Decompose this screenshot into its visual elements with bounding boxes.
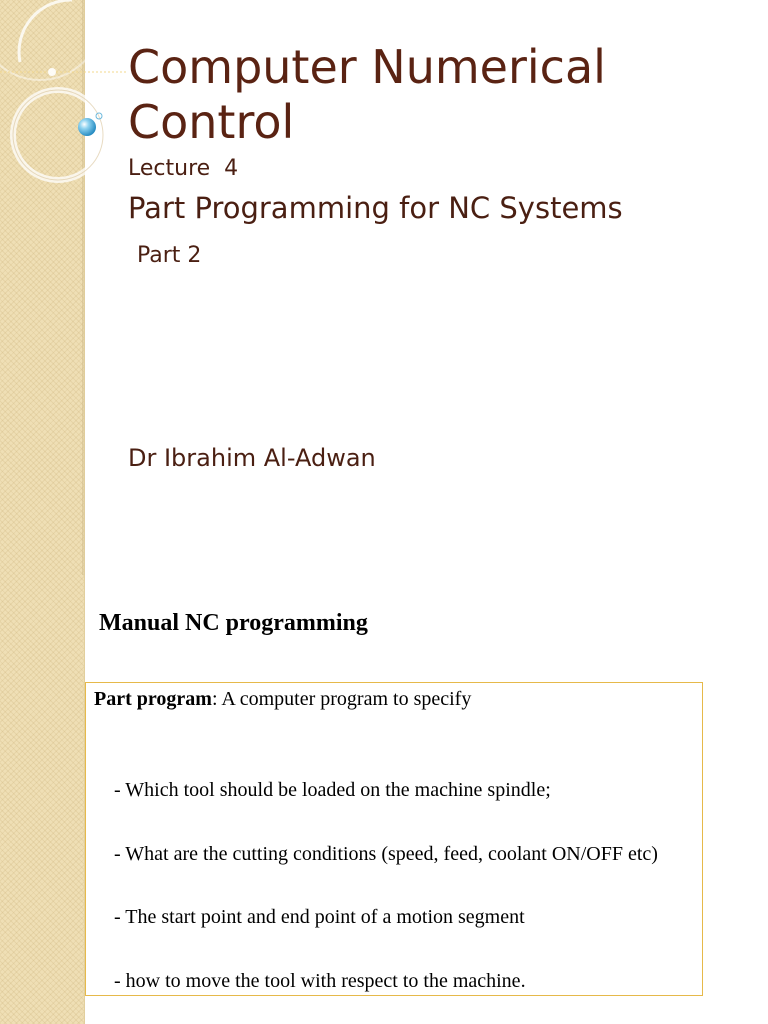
small-dot [48,68,56,76]
lecture-number: Lecture 4 [128,156,239,181]
part-label: Part 2 [137,243,202,268]
list-item: - The start point and end point of a motion segment [114,906,525,928]
definition-text: : A computer program to specify [211,688,472,710]
upper-ring-arc [19,0,72,62]
blue-orb-icon [78,118,96,136]
upper-ring [0,0,102,80]
definition-term: Part program [94,688,212,710]
list-item: - What are the cutting conditions (speed, feed, coolant ON/OFF etc) [114,843,658,865]
slide-title: Computer Numerical Control [128,40,606,149]
list-item: - Which tool should be loaded on the machine spindle; [114,779,551,801]
slide-subtitle: Part Programming for NC Systems [128,191,623,225]
section-heading: Manual NC programming [99,610,368,636]
list-item: - how to move the tool with respect to the machine. [114,970,526,992]
author-name: Dr Ibrahim Al-Adwan [128,444,376,472]
definition-box [85,682,703,996]
definition-line [94,688,471,711]
